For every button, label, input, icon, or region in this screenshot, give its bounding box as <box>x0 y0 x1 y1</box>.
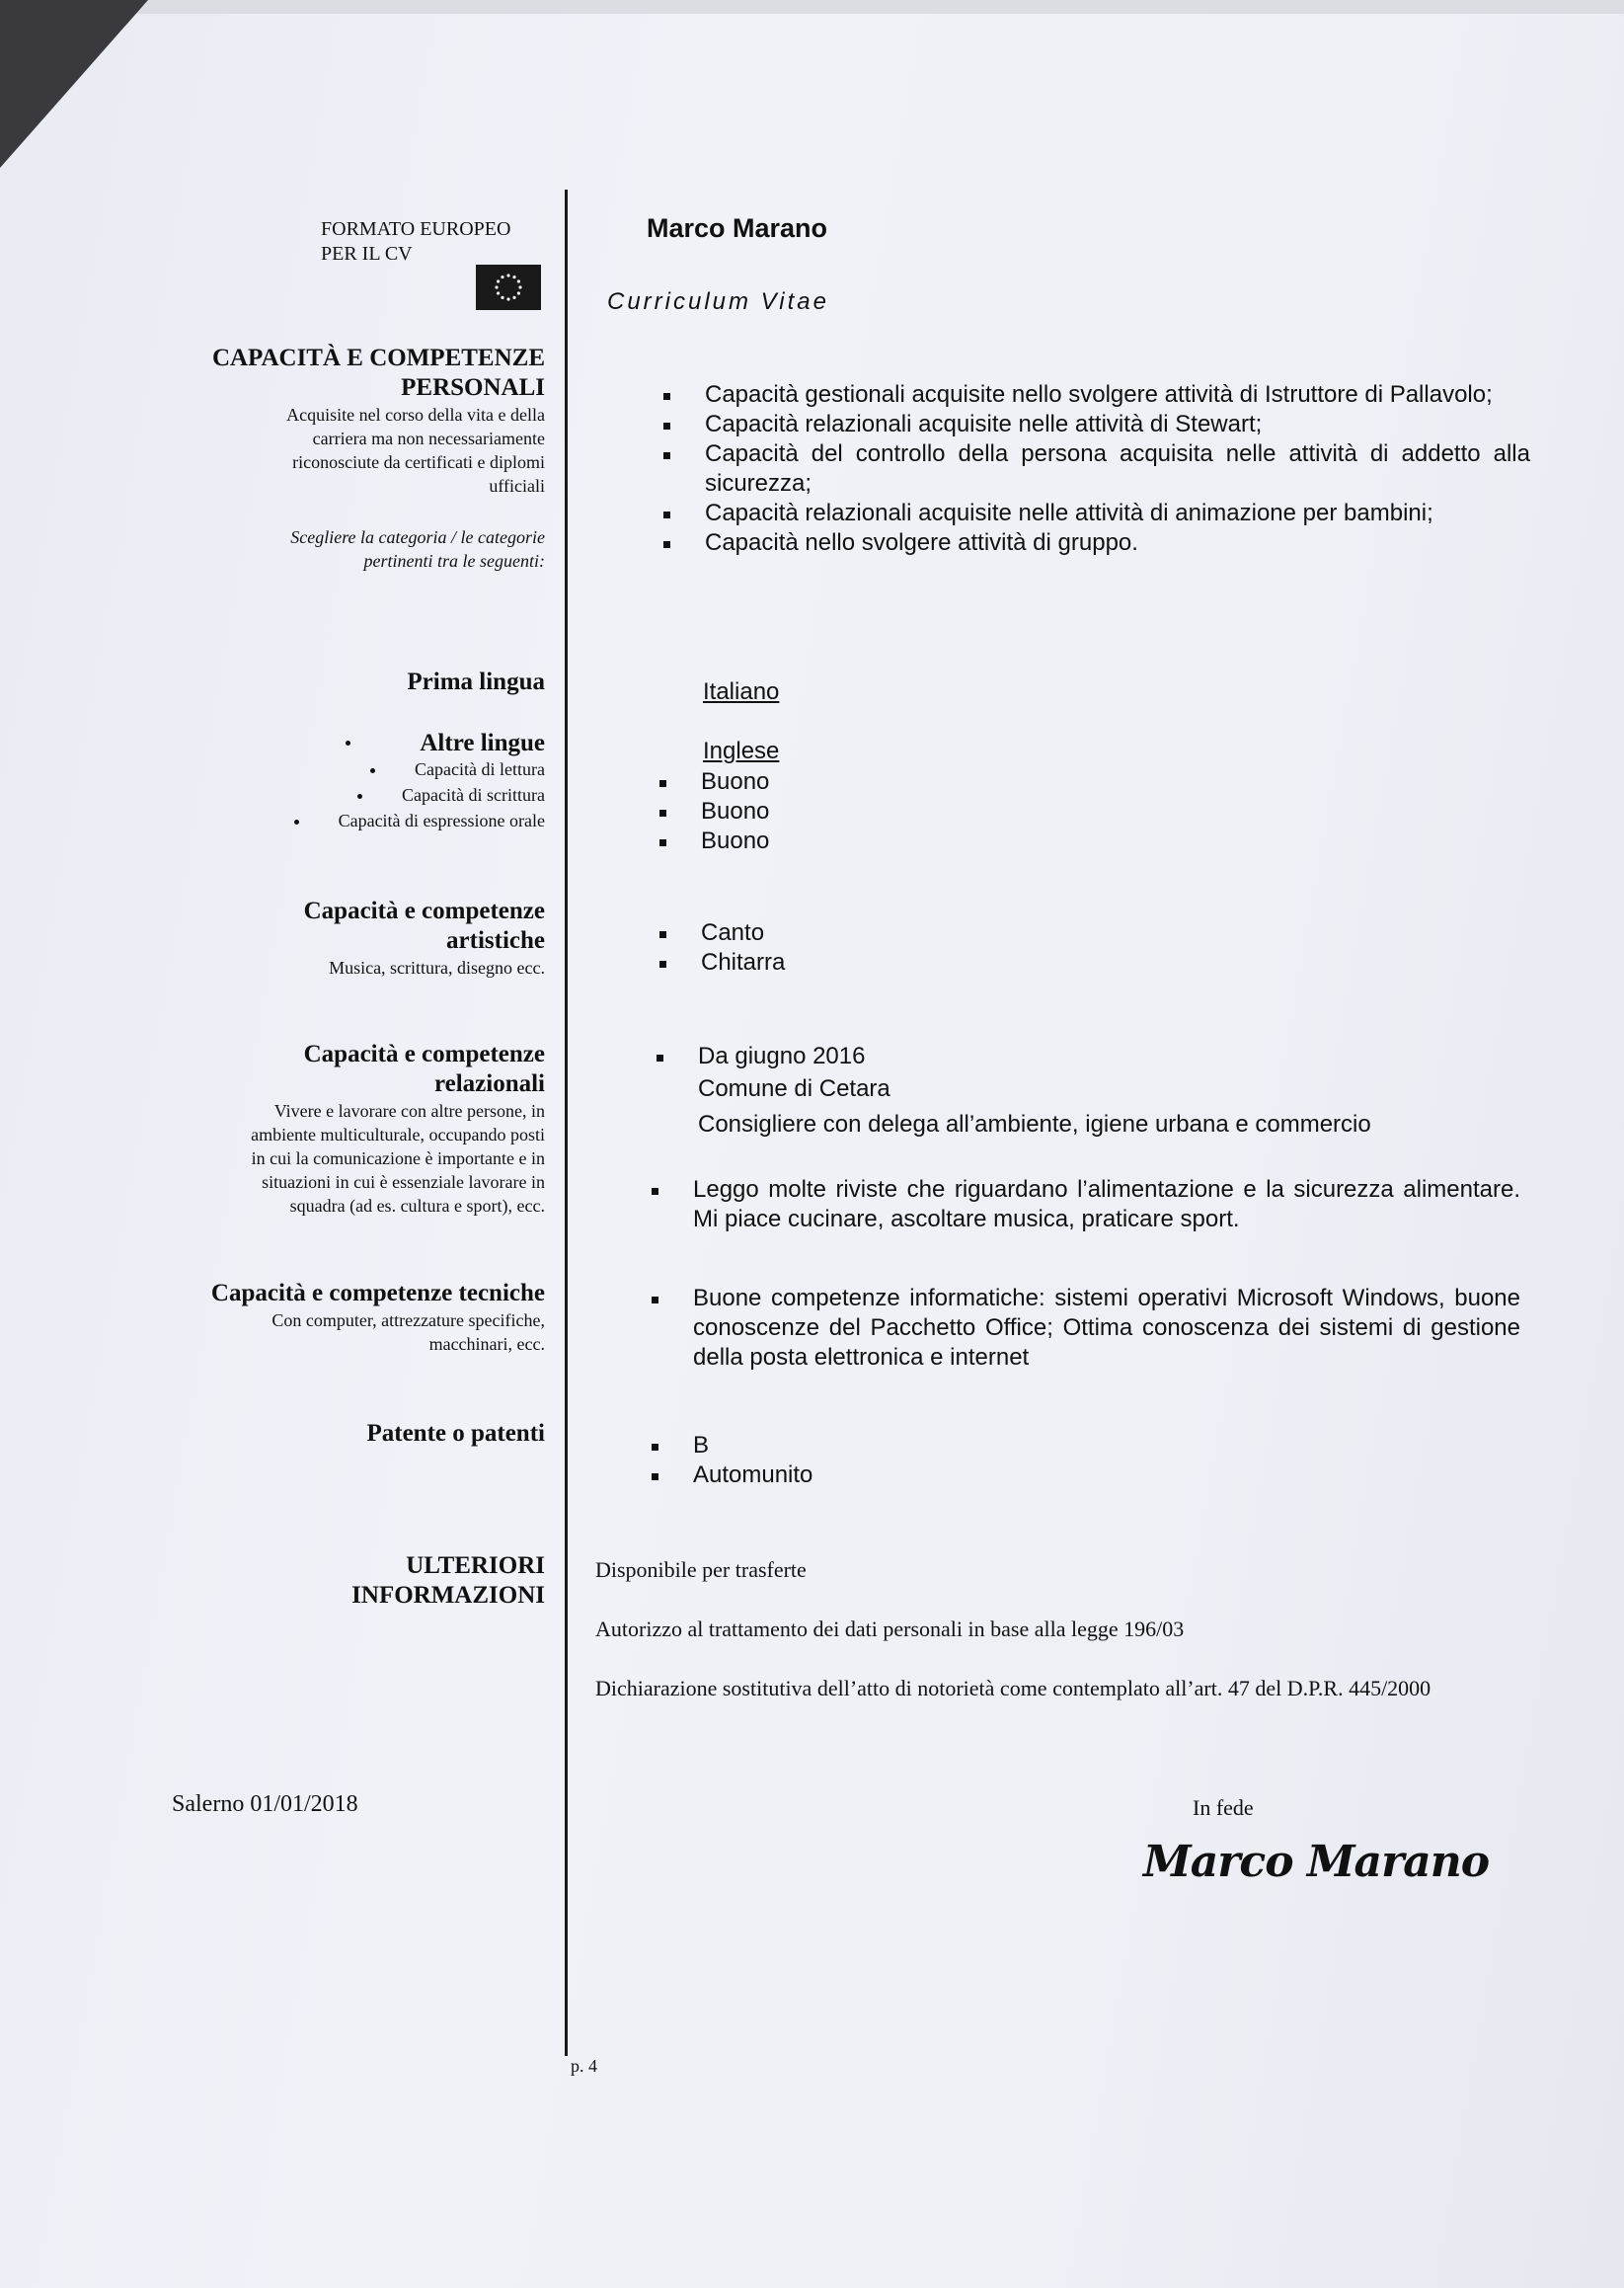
language-skill-labels <box>294 756 545 833</box>
relational-desc: squadra (ad es. cultura e sport), ecc. <box>289 1196 545 1216</box>
technical-skills-list <box>652 1284 1520 1373</box>
list-item: Buono <box>659 797 769 827</box>
further-info-line: Disponibile per trasferte <box>595 1557 807 1582</box>
relational-desc: in cui la comunicazione è importante e in <box>251 1148 545 1168</box>
personal-skills-list <box>663 380 1530 558</box>
technical-title: Capacità e competenze tecniche <box>210 1280 545 1306</box>
list-item: Canto <box>659 918 785 948</box>
scan-edge <box>0 0 1624 14</box>
personal-skills-desc: Acquisite nel corso della vita e della <box>286 405 545 425</box>
personal-skills-label <box>212 344 545 573</box>
page-number: p. 4 <box>571 2056 597 2076</box>
format-label <box>321 217 510 267</box>
personal-skills-desc: carriera ma non necessariamente <box>312 429 545 448</box>
in-fede-label: In fede <box>1193 1795 1254 1820</box>
relational-role: Consigliere con delega all’ambiente, igiene urbana e commercio <box>698 1111 1371 1138</box>
choose-category-note: Scegliere la categoria / le categorie <box>290 527 545 547</box>
person-name: Marco Marano <box>647 213 828 243</box>
format-label-line-1: FORMATO EUROPEO <box>321 218 511 240</box>
license-label: Patente o patenti <box>366 1420 545 1447</box>
further-info-line: Autorizzo al trattamento dei dati personali in base alla legge 196/03 <box>595 1617 1185 1641</box>
technical-desc: Con computer, attrezzature specifiche, <box>271 1310 545 1330</box>
first-language-label: Prima lingua <box>407 669 545 695</box>
language-skill-values <box>659 767 769 856</box>
personal-skills-title-1: CAPACITÀ E COMPETENZE <box>211 345 545 371</box>
choose-category-note: pertinenti tra le seguenti: <box>363 551 545 571</box>
eu-flag-icon <box>476 265 541 310</box>
list-item: Capacità nello svolgere attività di gruppo. <box>663 528 1530 558</box>
list-item: Chitarra <box>659 948 785 978</box>
other-language-value: Inglese <box>703 738 780 764</box>
folded-corner <box>0 0 148 168</box>
artistic-title-1: Capacità e competenze <box>303 898 545 924</box>
other-languages-label: Altre lingue <box>420 730 545 756</box>
technical-desc: macchinari, ecc. <box>428 1334 545 1354</box>
list-item: Leggo molte riviste che riguardano l’alimentazione e la sicurezza alimentare. Mi piace cucinare, ascoltare musica, praticare sport. <box>652 1175 1520 1234</box>
list-item: Capacità gestionali acquisite nello svolgere attività di Istruttore di Pallavolo; <box>663 380 1530 410</box>
column-divider <box>565 190 568 2056</box>
license-list <box>652 1431 812 1490</box>
list-item: Capacità di lettura <box>294 756 545 782</box>
list-item: Da giugno 2016 <box>657 1042 865 1071</box>
list-item: Automunito <box>652 1460 812 1490</box>
cv-title: Curriculum Vitae <box>607 288 829 315</box>
list-item: B <box>652 1431 812 1460</box>
list-item: Buone competenze informatiche: sistemi operativi Microsoft Windows, buone conoscenze del Pacchetto Office; Ottima conoscenza dei sistemi di gestione della posta elettronica e internet <box>652 1284 1520 1373</box>
relational-desc: Vivere e lavorare con altre persone, in <box>273 1101 545 1121</box>
relational-place: Comune di Cetara <box>698 1075 890 1102</box>
relational-date-list <box>657 1042 865 1071</box>
list-item: Capacità relazionali acquisite nelle attività di animazione per bambini; <box>663 499 1530 528</box>
list-item: Capacità di espressione orale <box>294 808 545 833</box>
relational-skills-label <box>251 1040 545 1218</box>
personal-skills-desc: ufficiali <box>489 476 545 496</box>
list-item: Buono <box>659 827 769 856</box>
place-date: Salerno 01/01/2018 <box>172 1791 358 1817</box>
relational-title-1: Capacità e competenze <box>303 1041 545 1067</box>
list-item: Capacità di scrittura <box>294 782 545 808</box>
personal-skills-title-2: PERSONALI <box>401 374 545 401</box>
further-info-label <box>351 1551 545 1611</box>
further-info-title-2: INFORMAZIONI <box>351 1582 545 1609</box>
artistic-skills-list <box>659 918 785 978</box>
relational-title-2: relazionali <box>433 1070 545 1097</box>
further-info-title-1: ULTERIORI <box>406 1552 545 1579</box>
artistic-skills-label <box>304 897 545 980</box>
list-item: Buono <box>659 767 769 797</box>
personal-skills-desc: riconosciute da certificati e diplomi <box>292 452 545 472</box>
format-label-line-2: PER IL CV <box>321 243 413 265</box>
relational-desc: situazioni in cui è essenziale lavorare in <box>262 1172 545 1192</box>
list-item: Capacità relazionali acquisite nelle attività di Stewart; <box>663 410 1530 439</box>
signature: Marco Marano <box>1143 1837 1490 1887</box>
hobbies-list <box>652 1175 1520 1234</box>
artistic-desc: Musica, scrittura, disegno ecc. <box>329 958 545 978</box>
artistic-title-2: artistiche <box>446 927 545 954</box>
bullet-dot <box>346 741 350 746</box>
relational-desc: ambiente multiculturale, occupando posti <box>251 1125 545 1144</box>
technical-skills-label <box>211 1279 545 1356</box>
first-language-value: Italiano <box>703 678 780 705</box>
list-item: Capacità del controllo della persona acquisita nelle attività di addetto alla sicurezza; <box>663 439 1530 499</box>
further-info-line: Dichiarazione sostitutiva dell’atto di notorietà come contemplato all’art. 47 del D.P.R. 445/2000 <box>595 1676 1431 1700</box>
